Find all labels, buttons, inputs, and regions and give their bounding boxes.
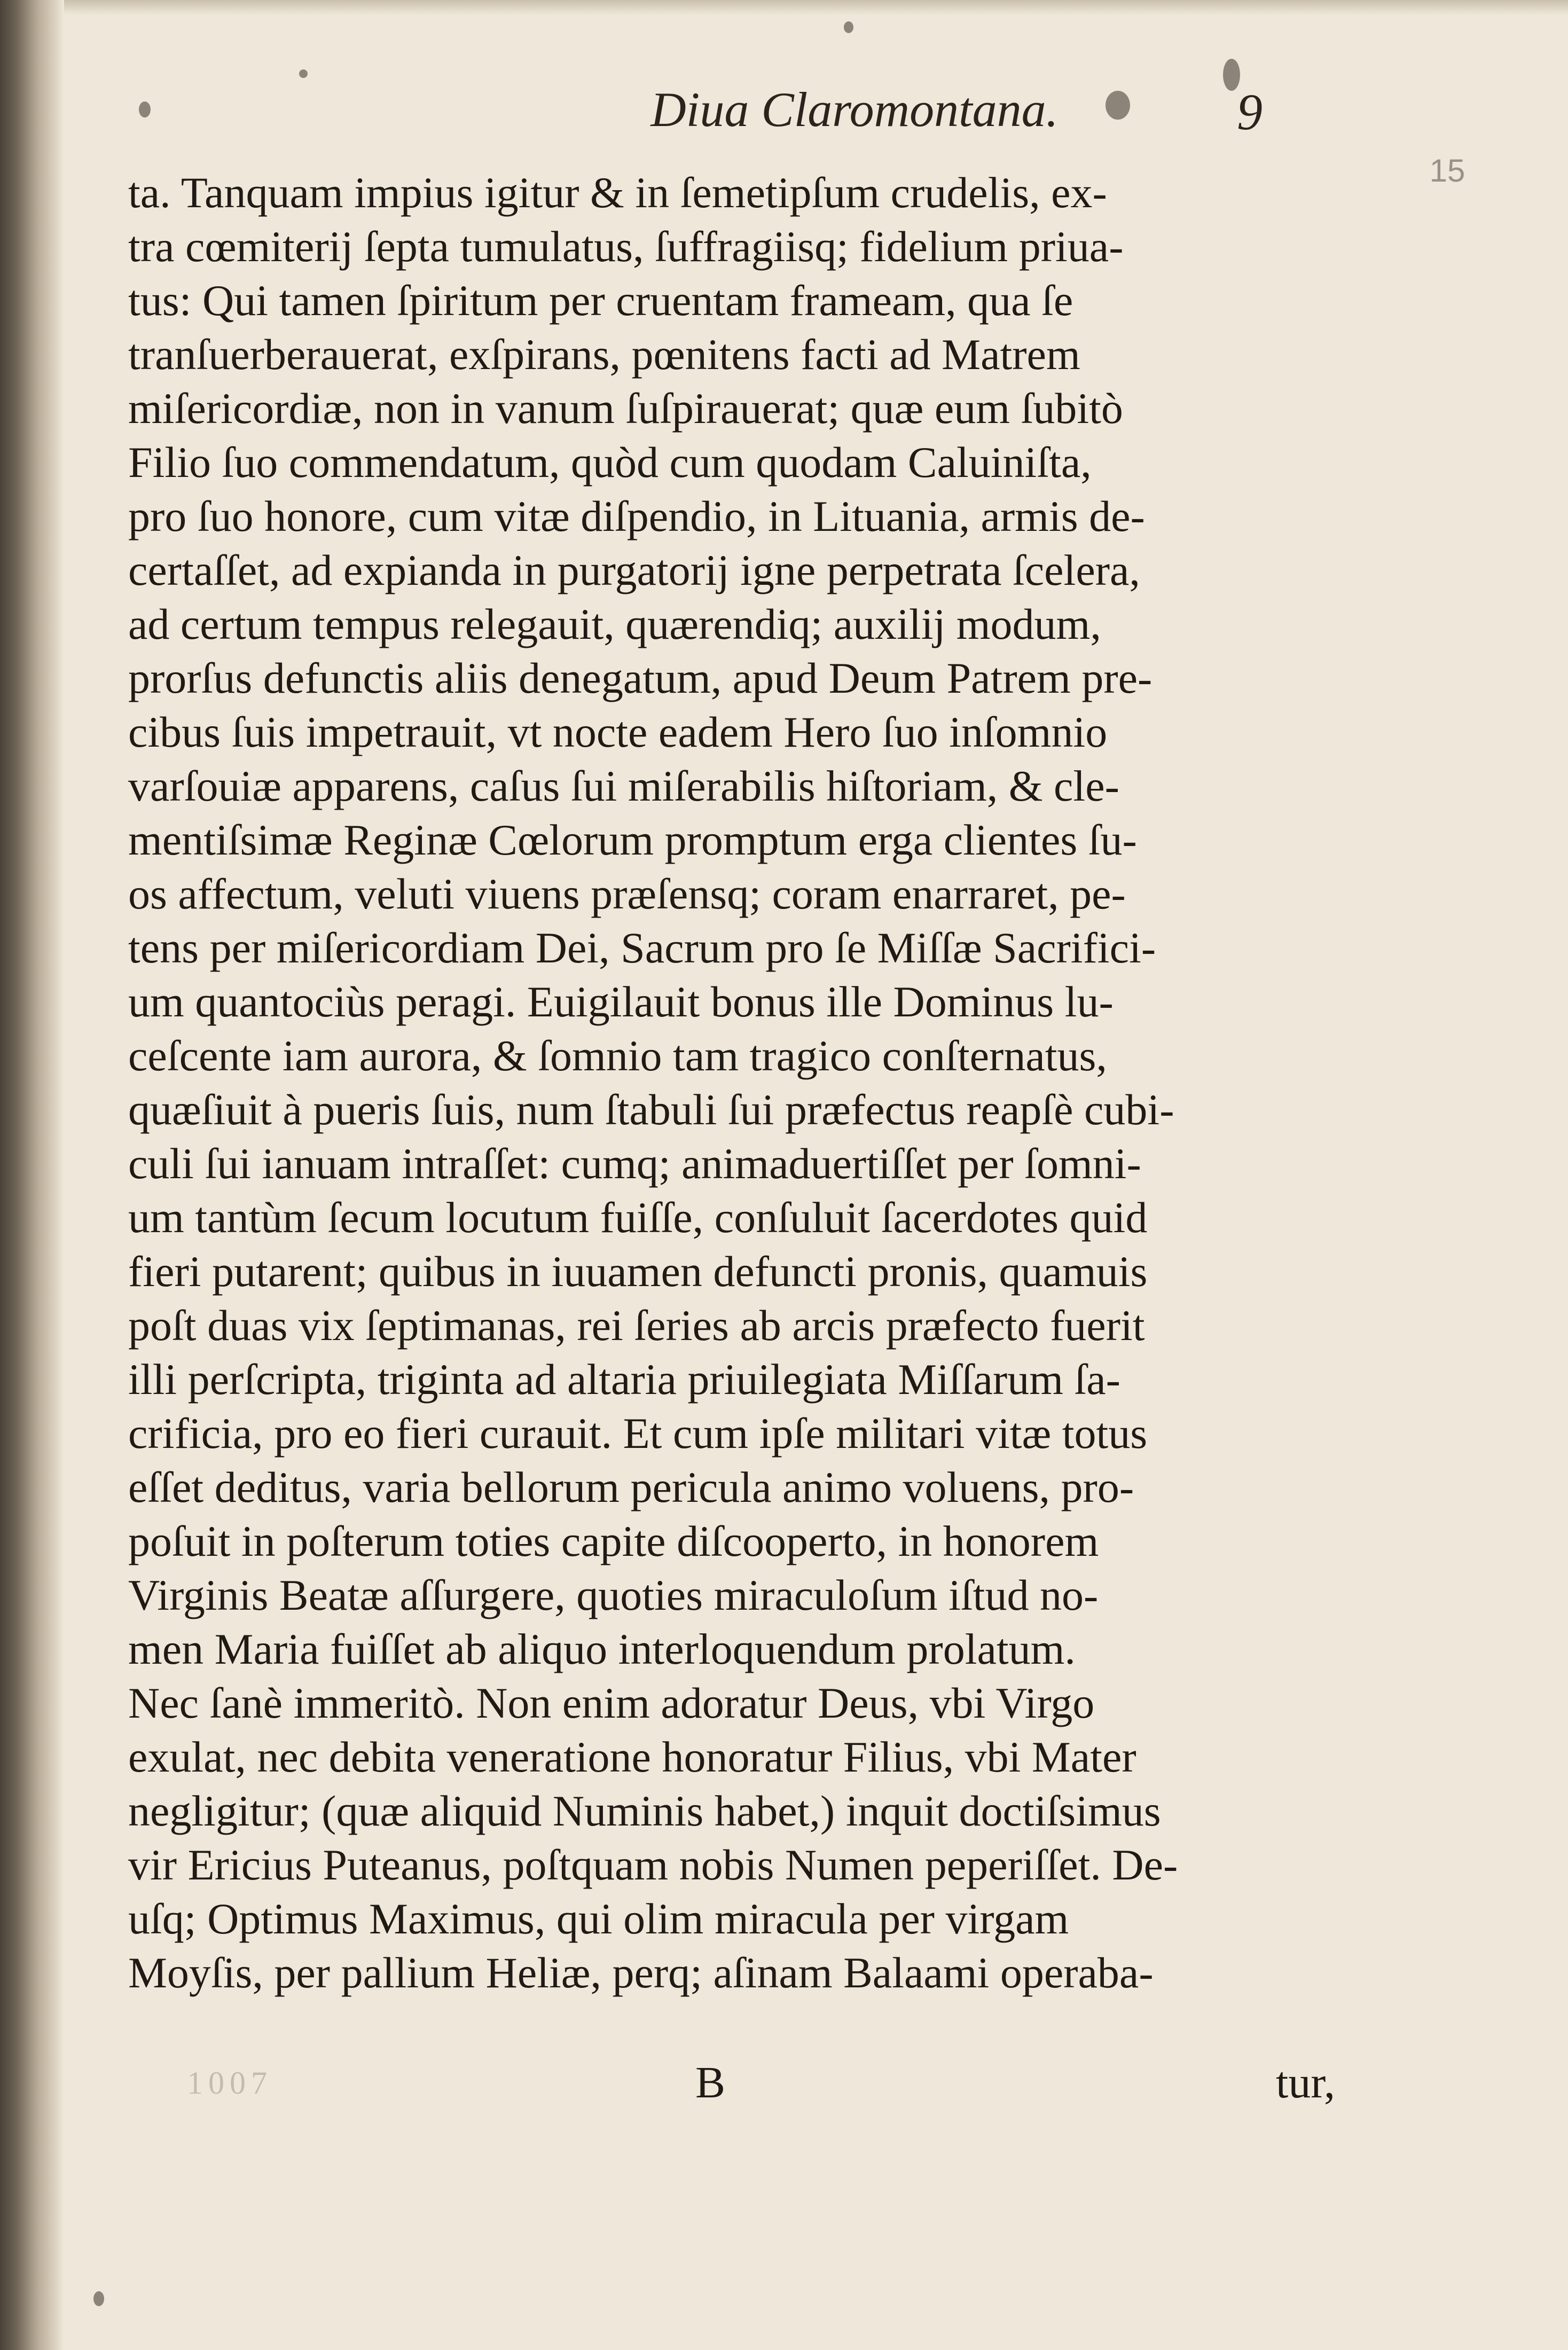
text-line: ta. Tanquam impius igitur & in ſemetipſum crudelis, ex- bbox=[128, 168, 1107, 217]
text-line: tens per miſericordiam Dei, Sacrum pro ſe Miſſæ Sacrifici- bbox=[128, 923, 1156, 972]
text-line: exulat, nec debita veneratione honoratur Filius, vbi Mater bbox=[128, 1733, 1136, 1781]
text-line: Moyſis, per pallium Heliæ, perq; aſinam Balaami operaba- bbox=[128, 1948, 1154, 1997]
text-line: certaſſet, ad expianda in purgatorij igne perpetrata ſcelera, bbox=[128, 546, 1140, 594]
page-top-edge bbox=[64, 0, 1568, 15]
text-line: tus: Qui tamen ſpiritum per cruentam frameam, qua ſe bbox=[128, 276, 1073, 325]
text-line: tra cœmiterij ſepta tumulatus, ſuffragiisq; fidelium priua- bbox=[128, 222, 1124, 271]
text-line: prorſus defunctis aliis denegatum, apud Deum Patrem pre- bbox=[128, 654, 1153, 702]
text-line: Nec ſanè immeritò. Non enim adoratur Deus, vbi Virgo bbox=[128, 1679, 1095, 1727]
text-line: varſouiæ apparens, caſus ſui miſerabilis hiſtoriam, & cle- bbox=[128, 762, 1119, 810]
text-line: men Maria fuiſſet ab aliquo interloquendum prolatum. bbox=[128, 1625, 1076, 1673]
page-number: 9 bbox=[1237, 83, 1263, 140]
text-line: pro ſuo honore, cum vitæ diſpendio, in Lituania, armis de- bbox=[128, 492, 1145, 540]
running-header: Diua Claromontana. bbox=[650, 82, 1059, 137]
text-line: um quantociùs peragi. Euigilauit bonus ille Dominus lu- bbox=[128, 977, 1114, 1026]
text-line: tranſuerberauerat, exſpirans, pœnitens facti ad Matrem bbox=[128, 330, 1080, 379]
signature-mark: B bbox=[695, 2058, 726, 2108]
text-line: um tantùm ſecum locutum fuiſſe, conſuluit ſacerdotes quid bbox=[128, 1193, 1148, 1242]
text-line: uſq; Optimus Maximus, qui olim miracula per virgam bbox=[128, 1894, 1069, 1943]
text-line: ad certum tempus relegauit, quærendiq; auxilij modum, bbox=[128, 600, 1101, 648]
text-line: quæſiuit à pueris ſuis, num ſtabuli ſui præfectus reapſè cubi- bbox=[128, 1085, 1174, 1134]
bleed-through-text: 1007 bbox=[187, 2065, 272, 2101]
text-line: eſſet deditus, varia bellorum pericula animo voluens, pro- bbox=[128, 1463, 1134, 1511]
text-line: ceſcente iam aurora, & ſomnio tam tragico conſternatus, bbox=[128, 1031, 1107, 1080]
text-line: negligitur; (quæ aliquid Numinis habet,) inquit doctiſsimus bbox=[128, 1787, 1161, 1835]
binding-gutter bbox=[0, 0, 64, 2350]
text-line: vir Ericius Puteanus, poſtquam nobis Numen peperiſſet. De- bbox=[128, 1840, 1178, 1889]
ink-spot bbox=[844, 21, 853, 33]
text-line: miſericordiæ, non in vanum ſuſpirauerat; quæ eum ſubitò bbox=[128, 384, 1123, 433]
text-line: poſuit in poſterum toties capite diſcooperto, in honorem bbox=[128, 1517, 1099, 1565]
catchword: tur, bbox=[1276, 2058, 1335, 2108]
folio-annotation: 15 bbox=[1429, 153, 1465, 189]
text-line: mentiſsimæ Reginæ Cœlorum promptum erga clientes ſu- bbox=[128, 816, 1137, 864]
text-line: os affectum, veluti viuens præſensq; coram enarraret, pe- bbox=[128, 870, 1126, 918]
text-line: culi ſui ianuam intraſſet: cumq; animaduertiſſet per ſomni- bbox=[128, 1139, 1141, 1188]
body-text bbox=[128, 166, 1346, 2000]
text-line: Virginis Beatæ aſſurgere, quoties miraculoſum iſtud no- bbox=[128, 1571, 1099, 1619]
text-line: Filio ſuo commendatum, quòd cum quodam Caluiniſta, bbox=[128, 438, 1092, 487]
text-line: fieri putarent; quibus in iuuamen defuncti pronis, quamuis bbox=[128, 1247, 1148, 1296]
text-line: illi perſcripta, triginta ad altaria priuilegiata Miſſarum ſa- bbox=[128, 1355, 1120, 1404]
text-line: crificia, pro eo fieri curauit. Et cum ipſe militari vitæ totus bbox=[128, 1409, 1148, 1458]
text-line: poſt duas vix ſeptimanas, rei ſeries ab arcis præfecto fuerit bbox=[128, 1301, 1145, 1350]
ink-spot bbox=[139, 101, 151, 118]
text-line: cibus ſuis impetrauit, vt nocte eadem Hero ſuo inſomnio bbox=[128, 708, 1108, 756]
ink-spot bbox=[299, 69, 308, 78]
ink-spot bbox=[93, 2291, 104, 2306]
